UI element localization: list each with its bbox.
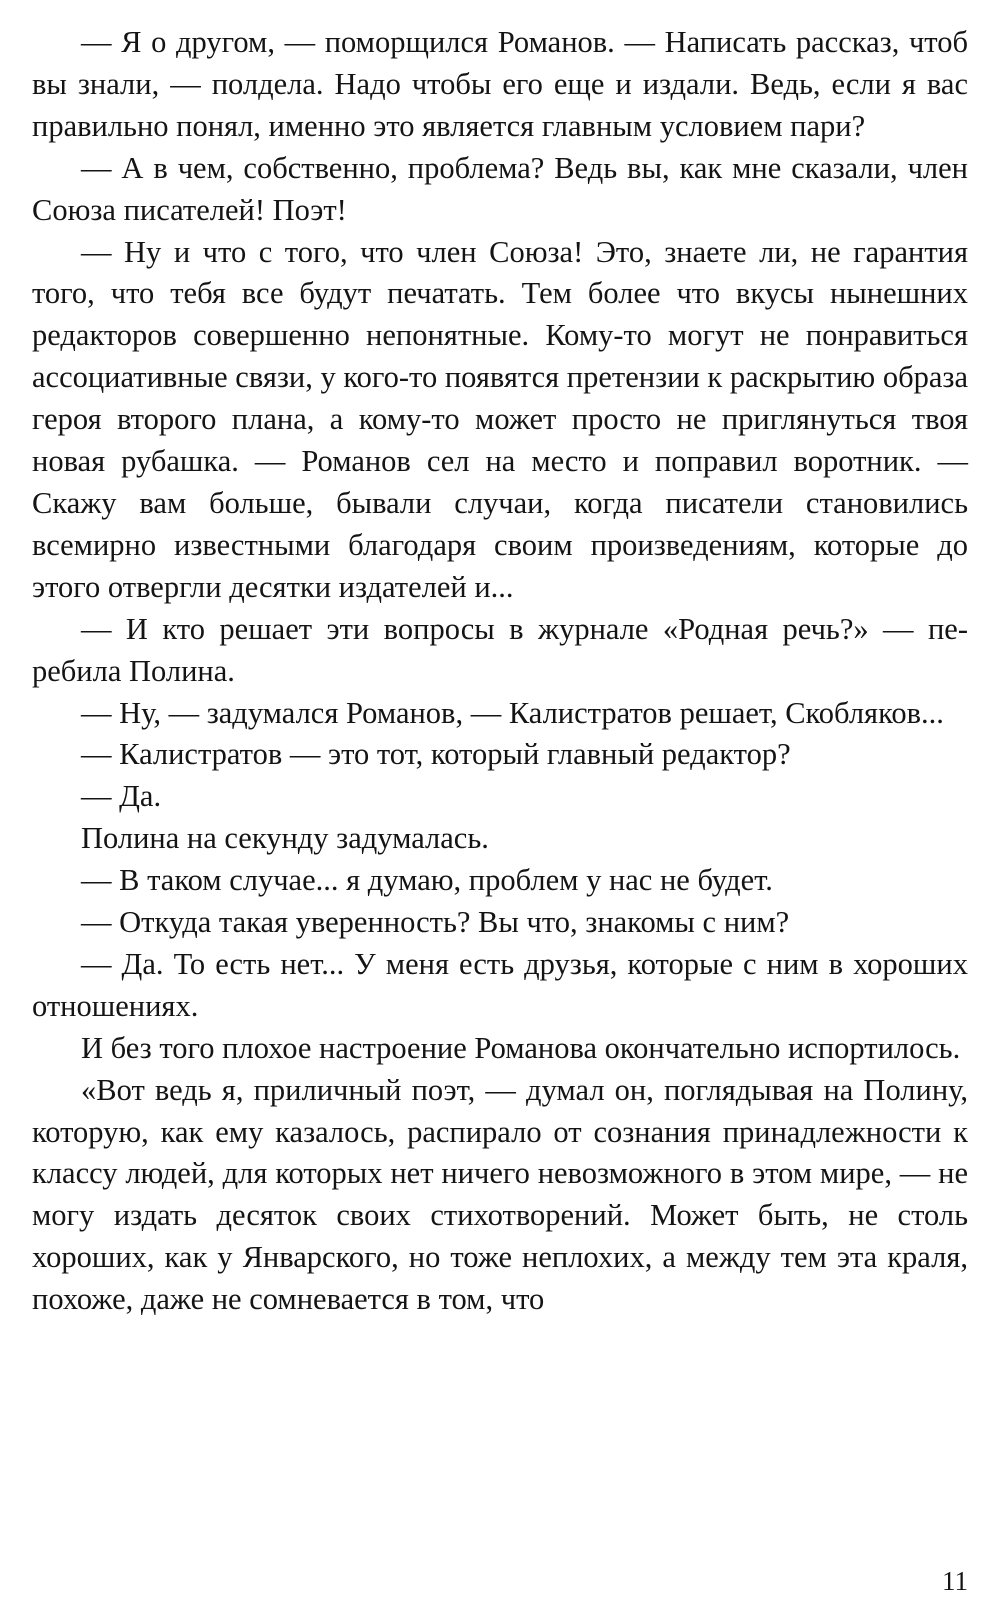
page-number: 11 xyxy=(942,1566,968,1596)
paragraph-1: — Я о другом, — поморщился Романов. — Написать рассказ, чтоб вы знали, — полдела. Надо чтобы его еще и издали. Ведь, если я вас правильно понял, именно это является главным условием пари? xyxy=(32,25,968,143)
paragraph-4: — И кто решает эти вопросы в журнале «Родная речь?» — перебила Полина. xyxy=(32,611,968,688)
paragraph-13: «Вот ведь я, приличный поэт, — думал он, поглядывая на Полину, которую, как ему казалось, распирало от сознания принадлежности к классу людей, для которых нет ничего невозможного в этом мире, — не могу издать десяток своих стихотворений. Может быть, не столь хороших, как у Январского, но тоже неплохих, а между тем эта краля, похоже, даже не сомневается в том, что xyxy=(32,1072,968,1317)
paragraph-10: — Откуда такая уверенность? Вы что, знакомы с ним? xyxy=(81,905,790,940)
paragraph-3: — Ну и что с того, что член Союза! Это, знаете ли, не гарантия того, что тебя все будут печатать. Тем более что вкусы нынешних редакторов совершенно непонятные. Кому-то могут не понравиться ассоциативные связи, у кого-то появятся претензии к раскрытию образа героя второго плана, а кому-то может просто не приглянуться твоя новая рубашка. — Романов сел на место и поправил воротник. — Скажу вам больше, бывали случаи, когда писатели становились всемирно известными благодаря своим произведениям, которые до этого отвергли десятки издателей и... xyxy=(32,234,968,604)
paragraph-8: Полина на секунду задумалась. xyxy=(81,821,489,856)
paragraph-11: — Да. То есть нет... У меня есть друзья, которые с ним в хороших отношениях. xyxy=(32,946,968,1023)
paragraph-7: — Да. xyxy=(81,779,162,814)
paragraph-2: — А в чем, собственно, проблема? Ведь вы, как мне сказали, член Союза писателей! Поэт! xyxy=(32,150,968,227)
paragraph-5: — Ну, — задумался Романов, — Калистратов решает, Скобляков... xyxy=(81,695,944,730)
paragraph-6: — Калистратов — это тот, который главный редактор? xyxy=(81,737,791,772)
paragraph-12: И без того плохое настроение Романова окончательно испортилось. xyxy=(81,1030,961,1065)
page-body xyxy=(32,22,968,1321)
paragraph-9: — В таком случае... я думаю, проблем у нас не будет. xyxy=(81,863,773,898)
